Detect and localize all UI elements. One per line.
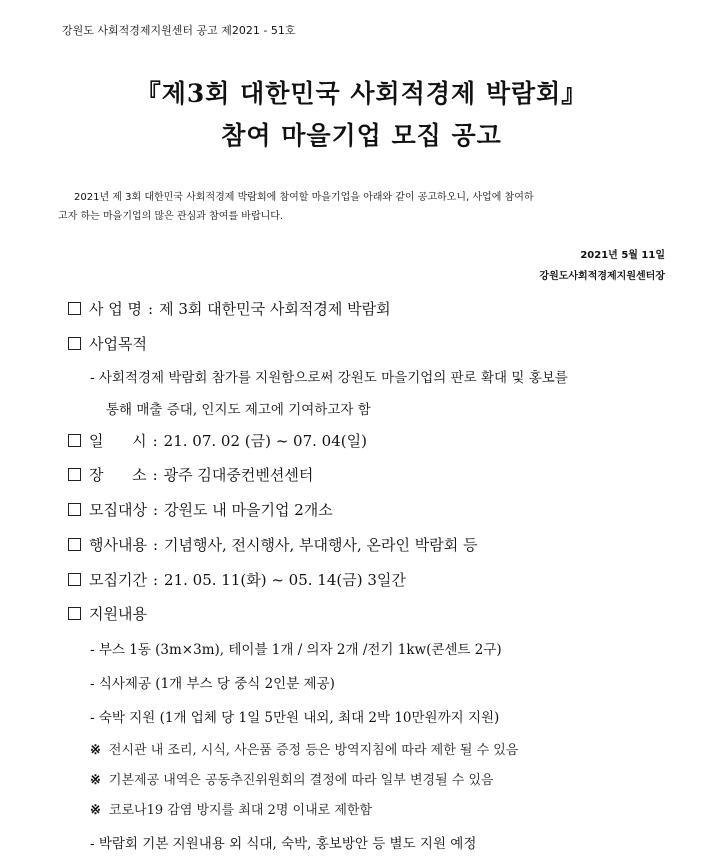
- purpose-text: - 사회적경제 박람회 참가를 지원함으로써 강원도 마을기업의 판로 확대 및 홍보를: [90, 370, 568, 386]
- announcement-date: 2021년 5월 11일: [580, 250, 665, 261]
- item-value: 광주 김대중컨벤션센터: [163, 466, 314, 484]
- note-text: 기본제공 내역은 공동추진위원회의 결정에 따라 일부 변경될 수 있음: [108, 773, 494, 788]
- purpose-text-cont: 통해 매출 증대, 인지도 제고에 기여하고자 함: [106, 402, 371, 418]
- item-support: [68, 603, 147, 624]
- notice-number: 강원도 사회적경제지원센터 공고 제2021 - 51호: [62, 24, 296, 37]
- colon: :: [148, 299, 154, 318]
- item-target: [68, 499, 333, 520]
- additional-support-line: - 박람회 기본 지원내용 외 식대, 숙박, 홍보방안 등 별도 지원 예정: [90, 836, 477, 852]
- item-value: 강원도 내 마을기업 2개소: [164, 501, 333, 519]
- colon: :: [152, 431, 158, 450]
- note-text: 코로나19 감염 방지를 최대 2명 이내로 제한함: [108, 803, 372, 818]
- item-value: 제 3회 대한민국 사회적경제 박람회: [159, 300, 391, 318]
- item-venue: [68, 464, 313, 485]
- intro-line: 고자 하는 마을기업의 많은 관심과 참여를 바랍니다.: [58, 211, 284, 222]
- checkbox-icon: [68, 503, 81, 516]
- item-business-name: [68, 298, 391, 319]
- intro-line: 2021년 제 3회 대한민국 사회적경제 박람회에 참여할 마을기업을 아래와 같이 공고하오니, 사업에 참여하: [74, 192, 534, 203]
- item-label: 행사내용: [89, 536, 147, 554]
- colon: :: [152, 570, 159, 589]
- item-label: 사업목적: [89, 335, 147, 353]
- item-label: 지원내용: [89, 605, 147, 623]
- note-item: [90, 739, 518, 758]
- note-mark: ※: [90, 743, 101, 758]
- colon: :: [152, 535, 159, 554]
- item-label: 일 시: [89, 432, 147, 450]
- checkbox-icon: [68, 337, 81, 350]
- support-item: - 부스 1동 (3m×3m), 테이블 1개 / 의자 2개 /전기 1kw(콘센트 2구): [90, 642, 502, 658]
- note-item: [90, 769, 494, 788]
- colon: :: [152, 465, 158, 484]
- checkbox-icon: [68, 607, 81, 620]
- support-item: - 숙박 지원 (1개 업체 당 1일 5만원 내외, 최대 2박 10만원까지 지원): [90, 710, 500, 726]
- page-subtitle: 참여 마을기업 모집 공고: [221, 121, 502, 150]
- checkbox-icon: [68, 434, 81, 447]
- item-label: 모집기간: [89, 571, 147, 589]
- issuer-name: 강원도사회적경제지원센터장: [539, 271, 665, 282]
- checkbox-icon: [68, 538, 81, 551]
- item-label: 사 업 명: [89, 300, 143, 318]
- support-item: - 식사제공 (1개 부스 당 중식 2인분 제공): [90, 676, 335, 692]
- intro-paragraph: [58, 188, 668, 226]
- item-purpose: [68, 333, 147, 354]
- item-period: [68, 569, 406, 590]
- checkbox-icon: [68, 468, 81, 481]
- note-item: [90, 799, 372, 818]
- note-mark: ※: [90, 773, 101, 788]
- item-value: 기념행사, 전시행사, 부대행사, 온라인 박람회 등: [164, 536, 478, 554]
- item-value: 21. 05. 11(화) ~ 05. 14(금) 3일간: [164, 571, 406, 589]
- item-label: 모집대상: [89, 501, 147, 519]
- page-title: 『제3회 대한민국 사회적경제 박람회』: [135, 79, 588, 108]
- item-value: 21. 07. 02 (금) ~ 07. 04(일): [163, 432, 367, 450]
- colon: :: [152, 500, 159, 519]
- note-mark: ※: [90, 803, 101, 818]
- checkbox-icon: [68, 302, 81, 315]
- checkbox-icon: [68, 573, 81, 586]
- item-label: 장 소: [89, 466, 147, 484]
- note-text: 전시관 내 조리, 시식, 사은품 증정 등은 방역지침에 따라 제한 될 수 있음: [108, 743, 519, 758]
- item-date: [68, 430, 367, 451]
- item-event-content: [68, 534, 478, 555]
